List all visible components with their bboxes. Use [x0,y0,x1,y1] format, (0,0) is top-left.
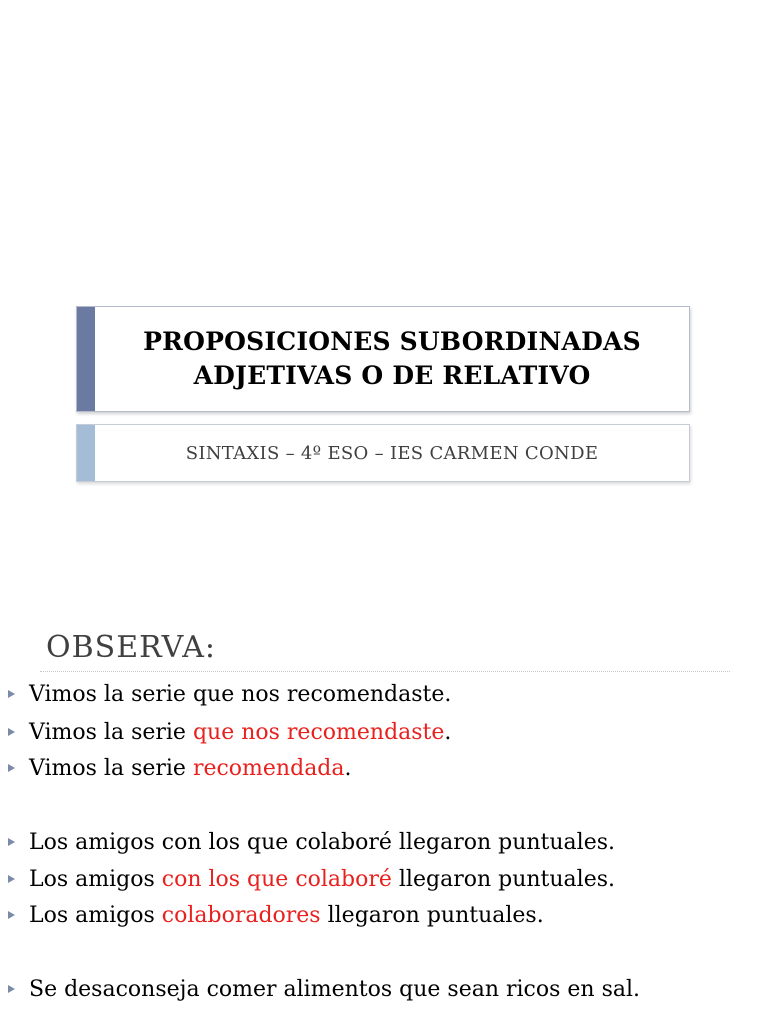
title-line-1: PROPOSICIONES SUBORDINADAS [143,327,641,356]
right-triangle-icon [8,875,15,883]
bullet-text: Se desaconseja comer alimentos que sean ricos en sal. [29,977,641,1002]
content-slide [0,600,768,1024]
right-triangle-icon [8,838,15,846]
slide-subtitle: SINTAXIS – 4º ESO – IES CARMEN CONDE [185,442,599,464]
bullet-text: Los amigos [29,867,162,892]
bullet-item [8,718,451,748]
bullet-text: Vimos la serie [29,720,193,745]
bullet-item [8,680,451,710]
right-triangle-icon [8,911,15,919]
right-triangle-icon [8,764,15,772]
title-accent-bar [77,307,95,411]
bullet-highlight: recomendada [192,756,345,781]
right-triangle-icon [8,728,15,736]
right-triangle-icon [8,985,15,993]
bullet-highlight: con los que colaboré [161,867,392,892]
bullet-text: Vimos la serie [29,756,193,781]
heading-divider [40,671,730,672]
subtitle-box [76,424,690,482]
bullet-item [8,975,640,1005]
bullet-highlight: que nos recomendaste [192,720,445,745]
bullet-text: Los amigos [29,903,162,928]
bullet-text-after: . [344,756,352,781]
slide-heading: OBSERVA: [46,630,217,665]
bullet-text-after: llegaron puntuales. [320,903,544,928]
bullet-text: Vimos la serie que nos recomendaste. [29,682,452,707]
bullet-item [8,901,544,931]
bullet-item [8,828,615,858]
subtitle-accent-bar [77,425,95,481]
bullet-highlight: colaboradores [161,903,321,928]
slide-title [95,307,689,411]
bullet-text-after: llegaron puntuales. [391,867,615,892]
bullet-item [8,865,615,895]
bullet-item [8,754,352,784]
bullet-text-after: . [444,720,452,745]
title-box [76,306,690,412]
title-line-2: ADJETIVAS O DE RELATIVO [193,361,591,390]
right-triangle-icon [8,690,15,698]
bullet-text: Los amigos con los que colaboré llegaron puntuales. [29,830,615,855]
